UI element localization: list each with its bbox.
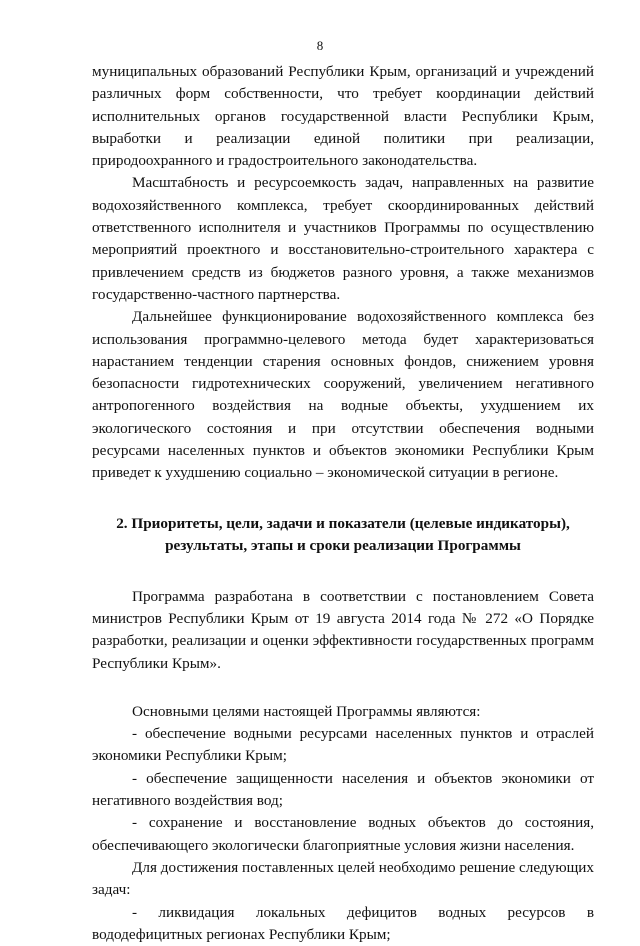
paragraph-continuation: муниципальных образований Республики Крым, организаций и учреждений различных форм собственности, что требует координации действий исполнительных органов государственной власти Республики Крым, выработки и реализации единой политики при реализации, природоохранного и градостроительного законодательства. [92, 61, 594, 172]
goals-intro: Основными целями настоящей Программы являются: [92, 701, 594, 723]
goal-item-3: - сохранение и восстановление водных объектов до состояния, обеспечивающего экологически благоприятные условия жизни населения. [92, 812, 594, 857]
goal-item-2: - обеспечение защищенности населения и объектов экономики от негативного воздействия вод; [92, 768, 594, 813]
document-body [92, 61, 594, 946]
tasks-intro: Для достижения поставленных целей необходимо решение следующих задач: [92, 857, 594, 902]
task-item-1: - ликвидация локальных дефицитов водных ресурсов в вододефицитных регионах Республики Крым; [92, 902, 594, 946]
paragraph-scale: Масштабность и ресурсоемкость задач, направленных на развитие водохозяйственного комплекса, требует скоординированных действий ответственного исполнителя и участников Программы по осуществлению мероприятий проектного и восстановительно-строительного характера с привлечением средств из бюджетов разного уровня, а также механизмов государственно-частного партнерства. [92, 172, 594, 306]
section-heading [92, 513, 594, 557]
section-heading-line1: 2. Приоритеты, цели, задачи и показатели (целевые индикаторы), [116, 515, 570, 532]
paragraph-further-functioning: Дальнейшее функционирование водохозяйственного комплекса без использования программно-целевого метода будет характеризоваться нарастанием тенденции старения основных фондов, снижением уровня безопасности гидротехнических сооружений, увеличением негативного антропогенного воздействия на водные объекты, ухудшением их экологического состояния и при отсутствии обеспечения водными ресурсами населенных пунктов и объектов экономики Республики Крым приведет к ухудшению социально – экономической ситуации в регионе. [92, 306, 594, 484]
page-number: 8 [0, 38, 640, 54]
section-heading-line2: результаты, этапы и сроки реализации Программы [165, 537, 521, 554]
goal-item-1: - обеспечение водными ресурсами населенных пунктов и отраслей экономики Республики Крым; [92, 723, 594, 768]
paragraph-program-basis: Программа разработана в соответствии с постановлением Совета министров Республики Крым от 19 августа 2014 года № 272 «О Порядке разработки, реализации и оценки эффективности государственных программ Республики Крым». [92, 586, 594, 675]
